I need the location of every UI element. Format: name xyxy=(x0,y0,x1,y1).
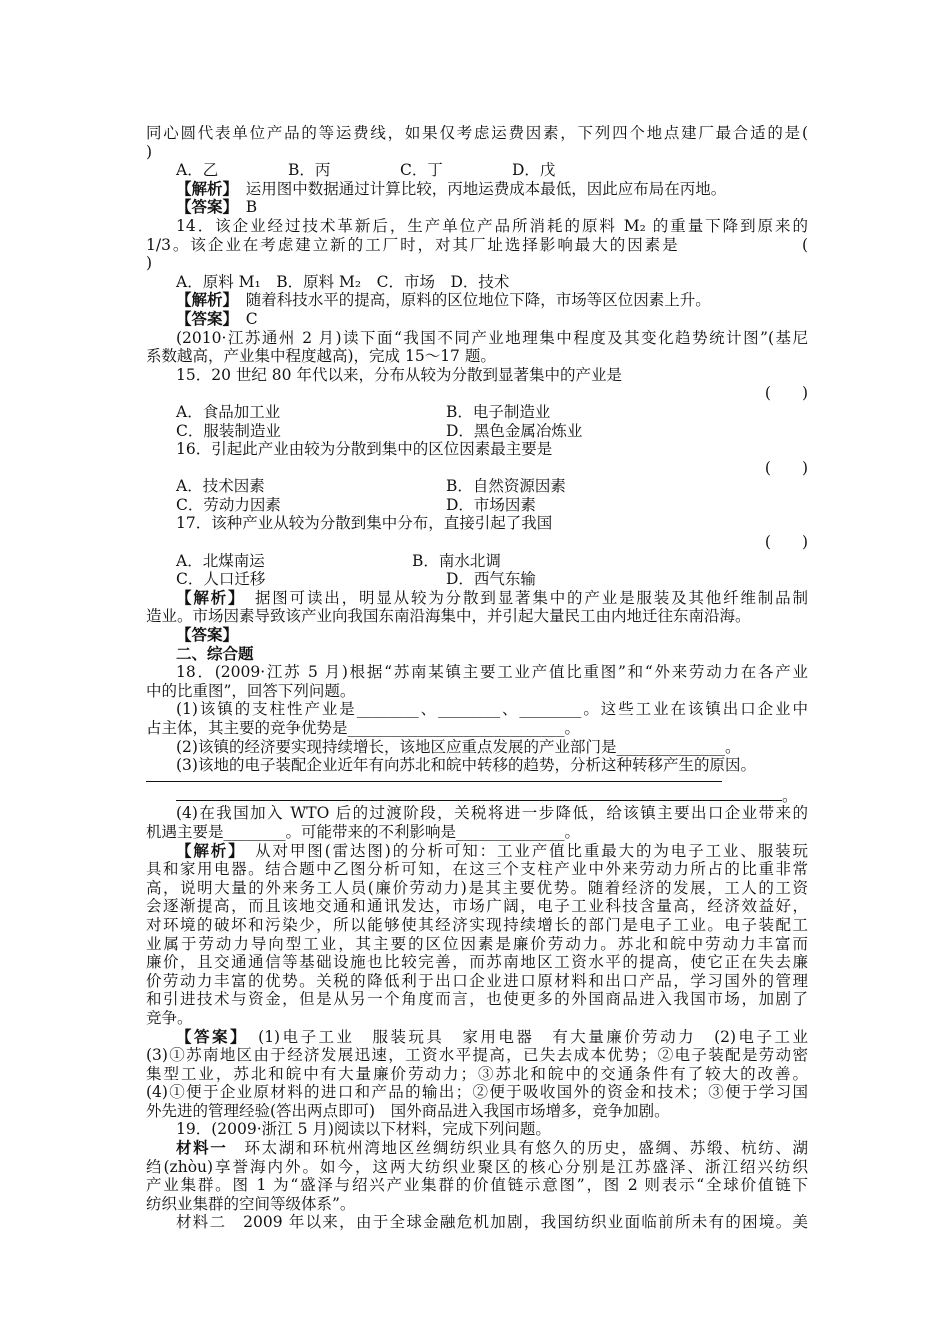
text-span: ( ) xyxy=(764,384,808,403)
options-row xyxy=(146,496,808,515)
text-span: 价劳动力丰富的优势。关税的降低利于出口企业进口原材料和出口产品，学习国外的管理 xyxy=(146,971,808,990)
text-span: 廉价，且交通通信等基础设施也比较完善，而苏南地区工资水平的提高，使它正在失去廉 xyxy=(146,953,808,972)
option-c: C．丁 xyxy=(400,161,443,180)
document-body xyxy=(146,124,808,1232)
answer-bracket xyxy=(146,533,808,552)
text-span: 随着科技水平的提高，原料的区位地位下降，市场等区位因素上升。 xyxy=(230,291,711,310)
answer-label: 【答案】 xyxy=(176,309,231,328)
question-18-answer xyxy=(146,1028,808,1047)
question-18-stem xyxy=(146,682,808,701)
analysis-label: 【解析】 xyxy=(176,841,238,860)
text-span: 会逐渐提高，而且该地交通和通讯发达，市场广阔，电子工业科技含量高，经济效益好， xyxy=(146,897,808,916)
option: C．人口迁移 xyxy=(176,570,266,589)
options-row xyxy=(146,570,808,589)
question-15-stem xyxy=(146,366,808,385)
option: C．劳动力因素 xyxy=(176,495,281,514)
option: A．食品加工业 xyxy=(176,402,281,421)
answer-label: 【答案】 xyxy=(176,198,231,217)
question-16-stem xyxy=(146,440,808,459)
option-d: D．戊 xyxy=(512,161,556,180)
material-2 xyxy=(146,1213,808,1232)
option-a: A．乙 xyxy=(176,161,219,180)
option: D．黑色金属冶炼业 xyxy=(446,421,583,440)
question-18-answer xyxy=(146,1046,808,1065)
text-span: 纺织业集群的空间等级体系”。 xyxy=(146,1194,356,1213)
option-b: B．丙 xyxy=(288,161,331,180)
option: A．北煤南运 xyxy=(176,551,265,570)
text-span: 产业集群。图 1 为“盛泽与绍兴产业集群的价值链示意图”，图 2 则表示“全球价值链下 xyxy=(146,1176,808,1195)
question-18-analysis xyxy=(146,879,808,898)
text-span: 造业。市场因素导致该产业向我国东南沿海集中，并引起大量民工由内地迁往东南沿海。 xyxy=(146,607,751,626)
material-1 xyxy=(146,1176,808,1195)
question-14-stem xyxy=(146,236,808,255)
text-span: 对环境的破坏和污染少，所以能够使其经济实现持续增长的部门是电子工业。电子装配工 xyxy=(146,915,808,934)
option: B．电子制造业 xyxy=(446,402,551,421)
option: A．技术因素 xyxy=(176,477,265,496)
question-14-answer xyxy=(146,310,808,329)
text-span: ) xyxy=(146,142,153,161)
text-span: (2)该镇的经济要实现持续增长，该地区应重点发展的产业部门是______________。 xyxy=(176,737,741,756)
section-heading xyxy=(146,645,808,664)
group-intro xyxy=(146,347,808,366)
analysis-label: 【解析】 xyxy=(176,588,238,607)
text-span: A．原料 M₁ B．原料 M₂ C．市场 D．技术 xyxy=(176,272,510,291)
text-span: 绉(zhòu)享誉海内外。如今，这两大纺织业聚区的核心分别是江苏盛泽、浙江绍兴纺织 xyxy=(146,1157,808,1176)
blank xyxy=(176,786,782,801)
option: D．西气东输 xyxy=(446,570,536,589)
text-span: ( ) xyxy=(764,458,808,477)
question-14-options xyxy=(146,273,808,292)
text-span: 竞争。 xyxy=(146,1008,193,1027)
option: D．市场因素 xyxy=(446,495,536,514)
material-1 xyxy=(146,1139,808,1158)
question-18-stem xyxy=(146,663,808,682)
question-13-options xyxy=(146,161,808,180)
question-18-part-1 xyxy=(146,719,808,738)
question-18-analysis xyxy=(146,916,808,935)
text-span: 19．(2009·浙江 5 月)阅读以下材料，完成下列问题。 xyxy=(176,1120,551,1139)
text-span: 从对甲图(雷达图)的分析可知：工业产值比重最大的为电子工业、服装玩 xyxy=(237,841,808,860)
question-14-analysis xyxy=(146,291,808,310)
analysis-label: 【解析】 xyxy=(176,291,231,310)
question-13-stem xyxy=(146,124,808,143)
answer-label: 【答案】 xyxy=(176,1027,241,1046)
text-span: ( ) xyxy=(764,533,808,552)
options-row xyxy=(146,552,808,571)
text-span: 机遇主要是________。可能带来的不利影响是______________。 xyxy=(146,822,581,841)
options-row xyxy=(146,403,808,422)
options-row xyxy=(146,422,808,441)
text-span: 14．该企业经过技术革新后，生产单位产品所消耗的原料 M₂ 的重量下降到原来的 xyxy=(176,216,808,235)
option: B．南水北调 xyxy=(412,551,501,570)
text-span: 环太湖和环杭州湾地区丝绸纺织业具有悠久的历史，盛绸、苏缎、杭纺、湖 xyxy=(227,1139,808,1158)
text-span: (3)①苏南地区由于经济发展迅速，工资水平提高，已失去成本优势；②电子装配是劳动密 xyxy=(146,1046,808,1065)
question-18-analysis xyxy=(146,953,808,972)
text-span: 材料二 2009 年以来，由于全球金融危机加剧，我国纺织业面临前所未有的困境。美 xyxy=(176,1213,808,1232)
option: B．自然资源因素 xyxy=(446,477,566,496)
text-span: 业属于劳动力导向型工业，其主要的区位因素是廉价劳动力。苏北和皖中劳动力丰富而 xyxy=(146,934,808,953)
text-span: 17．该种产业从较为分散到集中分布，直接引起了我国 xyxy=(176,514,553,533)
text-span: 中的比重图”，回答下列问题。 xyxy=(146,681,356,700)
question-13-stem-end xyxy=(146,143,808,162)
question-19-stem xyxy=(146,1120,808,1139)
answer-bracket xyxy=(146,459,808,478)
text-span: 同心圆代表单位产品的等运费线，如果仅考虑运费因素，下列四个地点建厂最合适的是( xyxy=(146,124,808,142)
text-span: ) xyxy=(146,254,153,273)
question-18-analysis xyxy=(146,990,808,1009)
group-intro xyxy=(146,329,808,348)
answer-blank-line xyxy=(146,786,808,805)
question-18-part-4 xyxy=(146,804,808,823)
question-17-stem xyxy=(146,514,808,533)
text-span: 18．(2009·江苏 5 月)根据“苏南某镇主要工业产值比重图”和“外来劳动力在各产业 xyxy=(176,663,808,682)
section-title: 二、综合题 xyxy=(176,644,254,663)
analysis-label: 【解析】 xyxy=(176,179,231,198)
question-18-analysis xyxy=(146,1009,808,1028)
text-span: 据图可读出，明显从较为分散到显著集中的产业是服装及其他纤维制品制 xyxy=(237,588,808,607)
text-span: C xyxy=(230,309,258,328)
question-18-analysis xyxy=(146,972,808,991)
text-span: (2010·江苏通州 2 月)读下面“我国不同产业地理集中程度及其变化趋势统计图”(基尼 xyxy=(176,328,808,347)
question-18-analysis xyxy=(146,842,808,861)
text-span: 和引进技术与资金，但是从另一个角度而言，也使更多的外国商品进入我国市场，加剧了 xyxy=(146,990,808,1009)
options-row xyxy=(146,477,808,496)
question-13-analysis xyxy=(146,180,808,199)
question-18-analysis xyxy=(146,860,808,879)
question-18-analysis xyxy=(146,935,808,954)
text-span: (1)电子工业 服装玩具 家用电器 有大量廉价劳动力 (2)电子工业 xyxy=(240,1027,808,1046)
answer-bracket xyxy=(146,384,808,403)
text-span: 运用图中数据通过计算比较，丙地运费成本最低，因此应布局在丙地。 xyxy=(230,179,727,198)
question-18-part-4 xyxy=(146,823,808,842)
question-18-part-2 xyxy=(146,738,808,757)
answer-label: 【答案】 xyxy=(176,626,239,645)
question-18-answer xyxy=(146,1065,808,1084)
question-18-analysis xyxy=(146,897,808,916)
text-span: 外先进的管理经验(答出两点即可) 国外商品进入我国市场增多，竞争加剧。 xyxy=(146,1101,670,1120)
text-span: (4)在我国加入 WTO 后的过渡阶段，关税将进一步降低，给该镇主要出口企业带来的 xyxy=(176,804,808,823)
material-1 xyxy=(146,1195,808,1214)
option: C．服装制造业 xyxy=(176,421,281,440)
text-span: 高，说明大量的外来务工人员(廉价劳动力)是其主要优势。随着经济的发展，工人的工资 xyxy=(146,878,808,897)
text-span: 15．20 世纪 80 年代以来，分布从较为分散到显著集中的产业是 xyxy=(176,365,622,384)
text-span: 占主体，其主要的竞争优势是____________________________。 xyxy=(146,719,581,737)
question-17-analysis xyxy=(146,607,808,626)
text-span: B xyxy=(230,198,258,217)
text-span: (4)①便于企业原材料的进口和产品的输出；②便于吸收国外的资金和技术；③便于学习国 xyxy=(146,1083,808,1102)
question-17-answer xyxy=(146,626,808,645)
text-span: 16．引起此产业由较为分散到集中的区位因素最主要是 xyxy=(176,440,553,459)
question-18-part-3 xyxy=(146,756,808,775)
period: 。 xyxy=(782,786,798,805)
material-1 xyxy=(146,1158,808,1177)
question-18-answer xyxy=(146,1083,808,1102)
question-13-answer xyxy=(146,198,808,217)
text-span: 1/3。该企业在考虑建立新的工厂时，对其厂址选择影响最大的因素是 ( xyxy=(146,235,808,254)
text-span: 系数越高，产业集中程度越高)，完成 15～17 题。 xyxy=(146,347,496,366)
text-span: (3)该地的电子装配企业近年有向苏北和皖中转移的趋势，分析这种转移产生的原因。 xyxy=(176,756,756,775)
question-14-stem-end xyxy=(146,254,808,273)
text-span: 集型工业，苏北和皖中有大量廉价劳动力；③苏北和皖中的交通条件有了较大的改善。 xyxy=(146,1064,808,1083)
question-18-part-1 xyxy=(146,700,808,719)
question-14-stem xyxy=(146,217,808,236)
text-span: (1)该镇的支柱性产业是________、________、________。这些工业在该镇出口企业中 xyxy=(176,700,808,719)
question-17-analysis xyxy=(146,589,808,608)
question-18-answer xyxy=(146,1102,808,1121)
material-label: 材料一 xyxy=(176,1139,228,1158)
text-span: 具和家用电器。结合题中乙图分析可知，在这三个支柱产业中外来劳动力所占的比重非常 xyxy=(146,860,808,879)
